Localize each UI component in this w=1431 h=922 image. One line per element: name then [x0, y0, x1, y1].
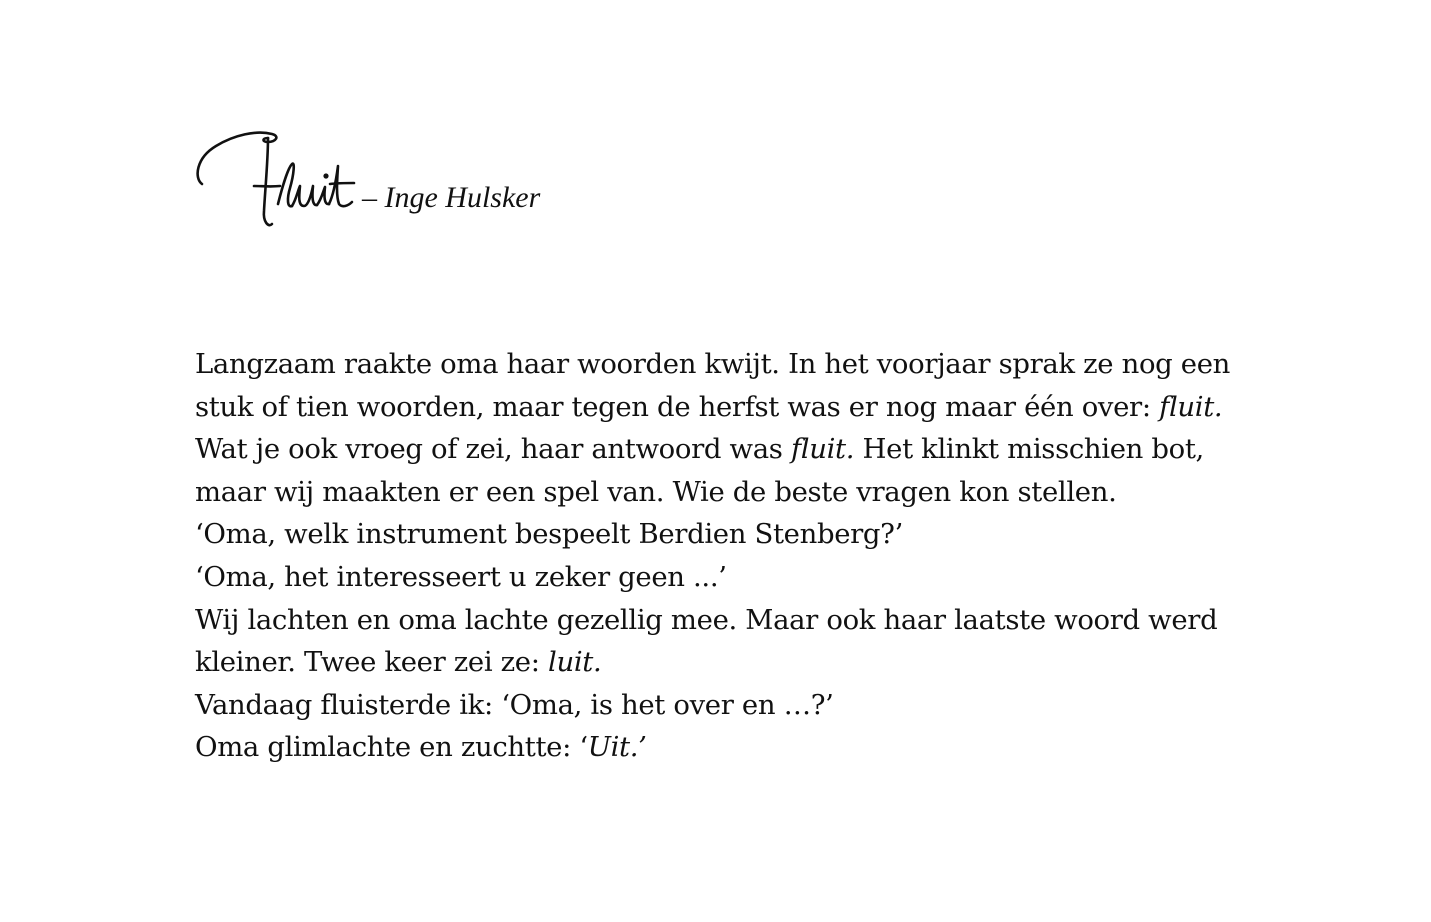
story-line: [195, 386, 1315, 429]
story-text-run: stuk of tien woorden, maar tegen de herfst was er nog maar één over:: [195, 390, 1160, 423]
title-script-word-drawing: [192, 126, 367, 231]
story-line: [195, 343, 1315, 386]
story-emphasis: fluit.: [790, 433, 855, 466]
story-text-run: Langzaam raakte oma haar woorden kwijt. In het voorjaar sprak ze nog een: [195, 348, 1231, 380]
story-text-run: Oma glimlachte en zuchtte: ‘: [195, 731, 588, 764]
author-separator: –: [362, 181, 377, 214]
author-name: Inge Hulsker: [384, 181, 541, 214]
story-text-run: kleiner. Twee keer zei ze:: [195, 646, 549, 679]
story-emphasis: fluit.: [1159, 390, 1223, 423]
story-emphasis: luit.: [548, 646, 602, 679]
story-text-run: Het klinkt misschien bot,: [854, 433, 1204, 466]
story-text-run: ‘Oma, welk instrument bespeelt Berdien Stenberg?’: [195, 518, 903, 551]
story-text-run: ‘Oma, het interesseert u zeker geen ...’: [195, 560, 727, 593]
story-emphasis: Uit.’: [587, 731, 647, 764]
title-block: [192, 126, 712, 236]
title-script-word: [192, 126, 367, 231]
story-text-run: Wij lachten en oma lachte gezellig mee. Maar ook haar laatste woord werd: [195, 603, 1218, 636]
story-line: [195, 641, 1315, 684]
story-line: [195, 471, 1315, 514]
story-text-run: maar wij maakten er een spel van. Wie de beste vragen kon stellen.: [195, 475, 1117, 508]
story-text-run: Wat je ook vroeg of zei, haar antwoord was: [195, 433, 791, 466]
story-line: [195, 556, 1315, 599]
story-line: [195, 599, 1315, 642]
story-line: [195, 428, 1315, 471]
story-line: [195, 726, 1315, 769]
story-line: [195, 513, 1315, 556]
story-text: [195, 343, 1315, 769]
story-text-run: Vandaag fluisterde ik: ‘Oma, is het over en …?’: [195, 688, 834, 721]
story-line: [195, 684, 1315, 727]
byline: [362, 181, 540, 215]
